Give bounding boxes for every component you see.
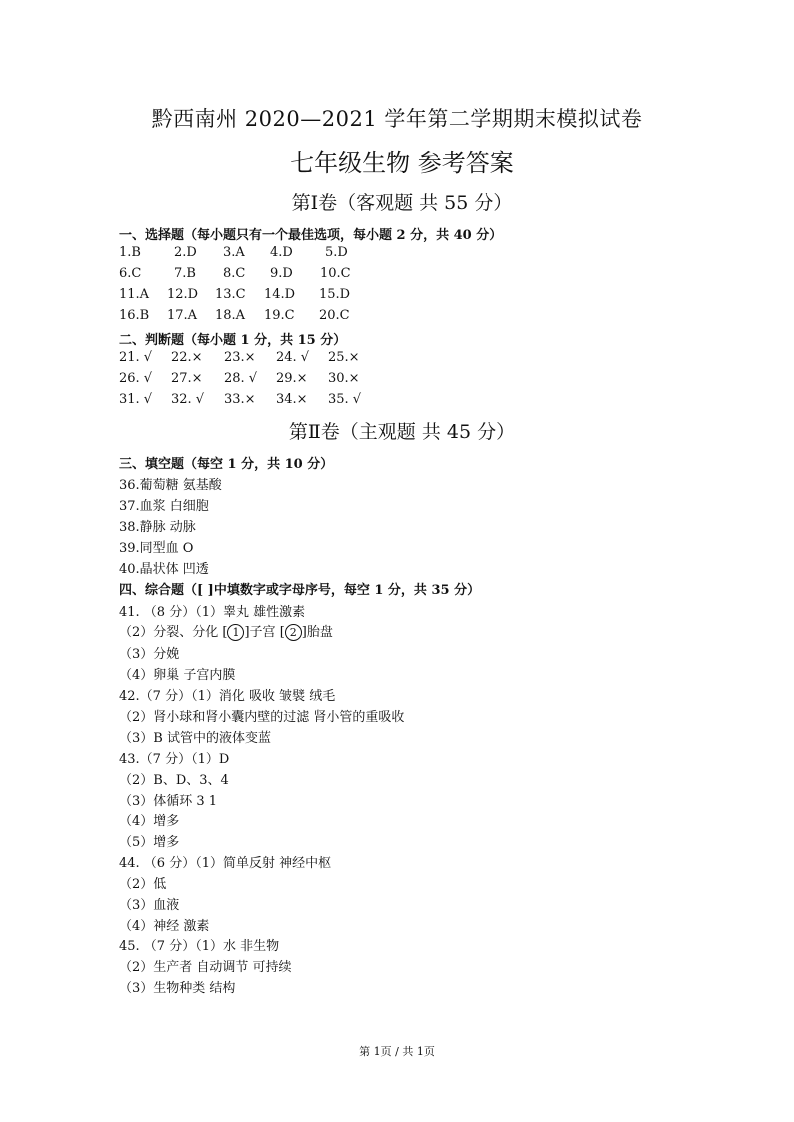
answer-30: 30.×	[328, 371, 360, 386]
answer-28: 28. √	[224, 371, 258, 386]
answer-34: 34.×	[276, 392, 308, 407]
answer-33: 33.×	[224, 392, 256, 407]
section3-heading: 三、填空题（每空 1 分，共 10 分）	[119, 457, 334, 472]
fill-answer-37: 37.血浆 白细胞	[119, 499, 209, 514]
answer-3: 3.A	[223, 245, 245, 260]
fill-answer-36: 36.葡萄糖 氨基酸	[119, 478, 222, 493]
q43-line-3: （3）体循环 3 1	[119, 794, 218, 809]
answer-21: 21. √	[119, 350, 153, 365]
q42-line-3: （3）B 试管中的液体变蓝	[119, 731, 271, 746]
answer-13: 13.C	[215, 287, 246, 302]
answer-4: 4.D	[270, 245, 293, 260]
q45-line-2: （2）生产者 自动调节 可持续	[119, 960, 292, 975]
answer-2: 2.D	[174, 245, 197, 260]
section1-heading: 一、选择题（每小题只有一个最佳选项，每小题 2 分，共 40 分）	[119, 228, 503, 243]
answer-17: 17.A	[167, 308, 198, 323]
circled-number-2: 2	[285, 624, 302, 641]
answer-20: 20.C	[319, 308, 350, 323]
answer-5: 5.D	[325, 245, 348, 260]
answer-25: 25.×	[328, 350, 360, 365]
q45-line-3: （3）生物种类 结构	[119, 981, 236, 996]
q41-line-2-part-c: ]胎盘	[301, 625, 333, 640]
answer-32: 32. √	[171, 392, 205, 407]
q44-line-1: 44. （6 分）（1）简单反射 神经中枢	[119, 856, 332, 871]
q43-line-4: （4）增多	[119, 814, 180, 829]
answer-8: 8.C	[223, 266, 246, 281]
q45-line-1: 45. （7 分）（1）水 非生物	[119, 939, 280, 954]
answer-16: 16.B	[119, 308, 150, 323]
answer-27: 27.×	[171, 371, 203, 386]
fill-answer-40: 40.晶状体 凹透	[119, 562, 209, 577]
answer-23: 23.×	[224, 350, 256, 365]
q41-line-2-part-b: ]子宫 [	[244, 625, 285, 640]
q42-line-2: （2）肾小球和肾小囊内壁的过滤 肾小管的重吸收	[119, 710, 405, 725]
answer-7: 7.B	[174, 266, 196, 281]
answer-29: 29.×	[276, 371, 308, 386]
answer-18: 18.A	[215, 308, 246, 323]
q43-line-1: 43.（7 分）（1）D	[119, 752, 230, 767]
q41-line-2-part-a: （2）分裂、分化 [	[119, 625, 228, 640]
answer-10: 10.C	[320, 266, 351, 281]
circled-number-1: 1	[227, 624, 244, 641]
answer-24: 24. √	[276, 350, 310, 365]
answer-9: 9.D	[270, 266, 293, 281]
doc-subtitle: 七年级生物 参考答案	[290, 149, 514, 177]
section2-heading: 二、判断题（每小题 1 分，共 15 分）	[119, 333, 347, 348]
answer-12: 12.D	[167, 287, 199, 302]
fill-answer-39: 39.同型血 O	[119, 541, 194, 556]
answer-11: 11.A	[119, 287, 150, 302]
q43-line-2: （2）B、D、3、4	[119, 773, 229, 788]
q44-line-2: （2）低	[119, 877, 167, 892]
q44-line-4: （4）神经 激素	[119, 919, 210, 934]
q44-line-3: （3）血液	[119, 898, 180, 913]
q41-line-2	[119, 621, 333, 641]
part1-heading: 第Ⅰ卷（客观题 共 55 分）	[291, 192, 513, 214]
doc-title: 黔西南州 2020—2021 学年第二学期期末模拟试卷	[151, 107, 643, 131]
answer-19: 19.C	[264, 308, 295, 323]
answer-22: 22.×	[171, 350, 203, 365]
answer-6: 6.C	[119, 266, 142, 281]
section4-heading: 四、综合题（[ ]中填数字或字母序号，每空 1 分，共 35 分）	[119, 583, 481, 598]
answer-1: 1.B	[119, 245, 141, 260]
q41-line-3: （3）分娩	[119, 647, 180, 662]
answer-35: 35. √	[328, 392, 362, 407]
answer-26: 26. √	[119, 371, 153, 386]
fill-answer-38: 38.静脉 动脉	[119, 520, 196, 535]
q41-line-1: 41. （8 分）（1）睾丸 雄性激素	[119, 605, 306, 620]
q42-line-1: 42.（7 分）（1）消化 吸收 皱襞 绒毛	[119, 689, 336, 704]
answer-31: 31. √	[119, 392, 153, 407]
part2-heading: 第Ⅱ卷（主观题 共 45 分）	[288, 421, 516, 443]
answer-14: 14.D	[264, 287, 296, 302]
page-footer: 第 1页 / 共 1页	[359, 1045, 435, 1058]
q41-line-4: （4）卵巢 子宫内膜	[119, 668, 236, 683]
answer-15: 15.D	[319, 287, 351, 302]
q43-line-5: （5）增多	[119, 835, 180, 850]
